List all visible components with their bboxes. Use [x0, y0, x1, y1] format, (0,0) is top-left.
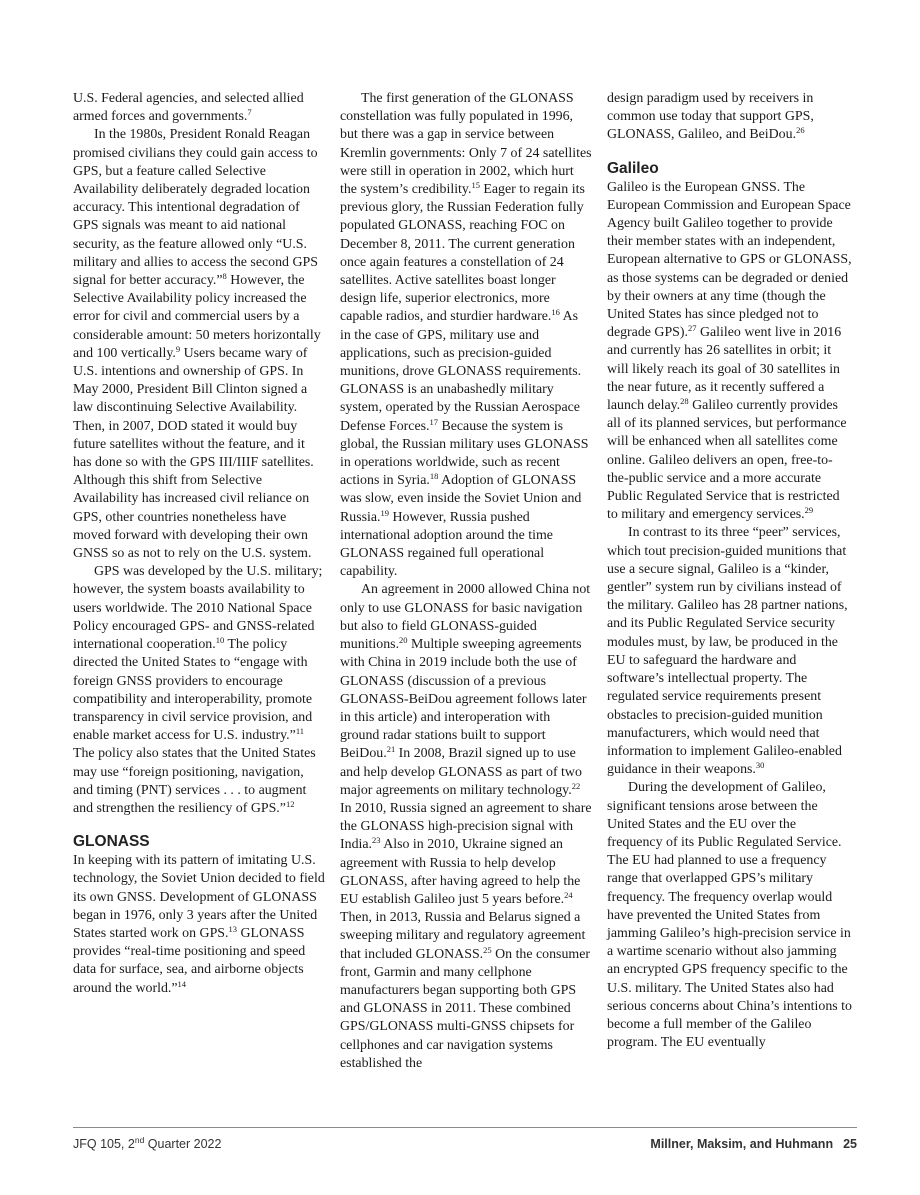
footnote-ref: 10 — [215, 635, 225, 646]
footnote-ref: 23 — [372, 835, 381, 846]
footnote-ref: 15 — [471, 180, 480, 191]
footnote-ref: 14 — [177, 978, 187, 989]
paragraph: In contrast to its three “peer” services, which tout precision-guided munitions that use a secure signal, Galileo is a “kinder, gentler” system run by civilians instead of the military. Galileo has 28 partner nations, and its Public Regulated Service security modules must, by law, be produced in the EU to safeguard the hardware and software’s intellectual property. The regulated service requirements present obstacles to precision-guided munition manufacturers, which would need that information to implement Galileo-enabled guidance in their weapons.$^{30}$ — [607, 525, 848, 778]
footnote-ref: 30 — [755, 760, 765, 771]
quarter-ordinal: nd — [134, 1135, 145, 1145]
footnote-ref: 28 — [680, 396, 689, 407]
footnote-ref: 7 — [247, 107, 252, 118]
paragraph: In keeping with its pattern of imitating U.S. technology, the Soviet Union decided to field its own GNSS. Development of GLONASS began in 1976, only 3 years after the United States started work on GPS.$^{13}$ GLONASS provides “real-time positioning and speed data for surface, sea, and airborne objects around the world.”$^{14}$ — [73, 853, 325, 996]
footnote-ref: 19 — [380, 507, 390, 518]
footnote-ref: 8 — [222, 271, 227, 282]
journal-issue: JFQ 105, 2 — [73, 1137, 135, 1151]
paragraph: GPS was developed by the U.S. military; however, the system boasts availability to users worldwide. The 2010 National Space Policy encouraged GPS- and GNSS-related international cooperation.$^{10}$ The policy directed the United States to “engage with foreign GNSS providers to encourage compatibility and interoperability, promote transparency in civil service provision, and enable market access for U.S. industry.”$^{11}$ The policy also states that the United States may use “foreign positioning, navigation, and timing (PNT) services . . . to augment and strengthen the resiliency of GPS.”$^{12}$ — [73, 564, 323, 816]
paragraph: An agreement in 2000 allowed China not only to use GLONASS for basic navigation but also to field GLONASS-guided munitions.$^{20}$ Multiple sweeping agreements with China in 2019 include both the use of GLONASS (discussion of a previous GLONASS-BeiDou agreement follows later in this article) and interoperation with ground radar stations built to support BeiDou.$^{21}$ In 2008, Brazil signed up to use and help develop GLONASS as part of two major agreements on military technology.$^{22}$ In 2010, Russia signed an agreement to share the GLONASS high-precision signal with India.$^{23}$ Also in 2010, Ukraine signed an agreement with Russia to help develop GLONASS, after having agreed to help the EU establish Galileo just 5 years before.$^{24}$ Then, in 2013, Russia and Belarus signed a sweeping military and regulatory agreement that included GLONASS.$^{25}$ On the consumer front, Garmin and many cellphone manufacturers began supporting both GPS and GLONASS in 2011. These combined GPS/GLONASS multi-GNSS chipsets for cellphones and car navigation systems established the — [340, 582, 592, 1071]
paragraph: design paradigm used by receivers in common use today that support GPS, GLONASS, Galileo, and BeiDou.$^{26}$ — [607, 91, 814, 143]
footnote-ref: 12 — [285, 798, 295, 809]
footnote-ref: 22 — [571, 780, 581, 791]
paragraph: The first generation of the GLONASS constellation was fully populated in 1996, but there was a gap in service between Kremlin governments: Only 7 of 24 satellites were still in operation in 2002, which hurt the system’s credibility.$^{15}$ Eager to regain its previous glory, the Russian Federation fully populated GLONASS, reaching FOC on December 8, 2011. The current generation once again features a constellation of 24 satellites. Active satellites boast longer design life, superior electronics, more capable radios, and sturdier hardware.$^{16}$ As in the case of GPS, military use and applications, such as precision-guided munitions, drove GLONASS requirements. GLONASS is an unabashedly military system, operated by the Russian Aerospace Defense Forces.$^{17}$ Because the system is global, the Russian military uses GLONASS in operations worldwide, such as recent actions in Syria.$^{18}$ Adoption of GLONASS was slow, even inside the Soviet Union and Russia.$^{19}$ However, Russia pushed international adoption around the time GLONASS regained full operational capability. — [340, 91, 592, 580]
footnote-ref: 18 — [429, 471, 439, 482]
column-3 — [607, 90, 852, 1052]
paragraph: During the development of Galileo, significant tensions arose between the United States and the EU over the frequency of its Public Regulated Service. The EU had planned to use a frequency range that overlapped GPS’s military frequency. The frequency overlap would have prevented the United States from jamming Galileo’s high-precision service in a wartime scenario without also jamming an encrypted GPS frequency specific to the U.S. military. The United States also had serious concerns about China’s intentions to become a full member of the Galileo program. The EU eventually — [607, 780, 852, 1051]
footnote-ref: 24 — [564, 889, 573, 900]
quarter-year: Quarter 2022 — [144, 1137, 222, 1151]
paragraph: In the 1980s, President Ronald Reagan promised civilians they could gain access to GPS, but a feature called Selective Availability deliberately degraded location accuracy. This intentional degradation of GPS signals was meant to aid national security, as the feature allowed only “U.S. military and allies to access the second GPS signal for better accuracy.”$^8$ However, the Selective Availability policy increased the error for civil and commercial users by a considerable amount: 50 meters horizontally and 100 vertically.$^9$ Users became wary of U.S. intentions and ownership of GPS. In May 2000, President Bill Clinton signed a law discontinuing Selective Availability. Then, in 2007, DOD stated it would buy future satellites without the feature, and it has done so with the GPS III/IIIF satellites. Although this shift from Selective Availability has increased civil reliance on GPS, other countries nonetheless have moved forward with developing their own GNSS so as not to rely on the U.S. system. — [73, 127, 321, 562]
footer-authors: Millner, Maksim, and Huhmann — [650, 1137, 834, 1151]
column-1 — [73, 90, 325, 998]
paragraph: U.S. Federal agencies, and selected allied armed forces and governments.$^7$ — [73, 91, 304, 125]
footnote-ref: 27 — [688, 323, 697, 334]
section-heading: Galileo — [607, 159, 659, 177]
section-heading: GLONASS — [73, 833, 150, 851]
footnote-ref: 21 — [386, 744, 396, 755]
footnote-ref: 29 — [804, 505, 814, 516]
column-2 — [340, 90, 592, 1073]
footnote-ref: 25 — [483, 944, 492, 955]
footnote-ref: 11 — [295, 726, 304, 737]
footnote-ref: 26 — [796, 125, 805, 136]
footer-rule — [73, 1127, 857, 1128]
footer-running-head — [650, 1137, 857, 1151]
footnote-ref: 16 — [551, 307, 560, 318]
page-number: 25 — [843, 1137, 857, 1151]
footnote-ref: 9 — [175, 343, 181, 354]
paragraph: Galileo is the European GNSS. The European Commission and European Space Agency built Galileo together to provide their member states with an independent, European alternative to GPS or GLONASS, as those systems can be degraded or denied by their owners at any time (though the United States has since pledged not to degrade GPS).$^{27}$ Galileo went live in 2016 and currently has 26 satellites in orbit; it will likely reach its goal of 30 satellites in the near future, as it recently suffered a launch delay.$^{28}$ Galileo currently provides all of its planned services, but performance will be enhanced when all satellites come online. Galileo delivers an open, free-to-the-public service and a more accurate Public Regulated Service that is restricted to military and emergency services.$^{29}$ — [607, 179, 852, 523]
footnote-ref: 13 — [228, 923, 237, 934]
footer-journal — [73, 1137, 221, 1151]
footnote-ref: 17 — [429, 416, 438, 427]
footnote-ref: 20 — [399, 635, 408, 646]
